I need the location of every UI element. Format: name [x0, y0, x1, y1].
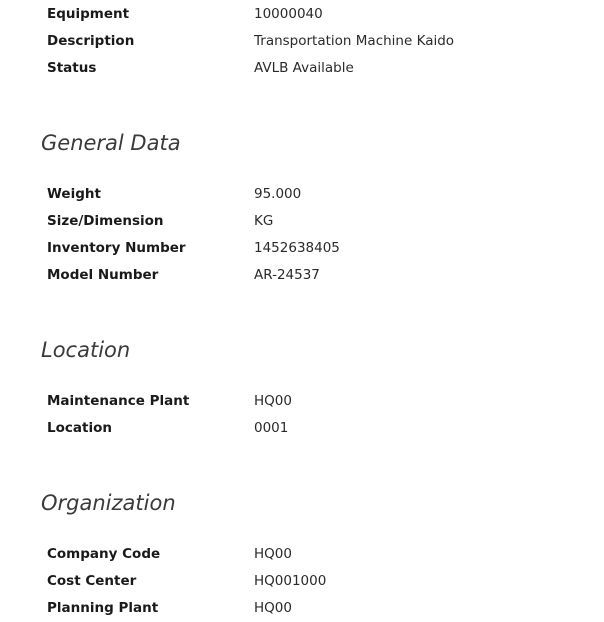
field-model-number [0, 262, 604, 289]
field-label: Company Code [47, 546, 161, 562]
field-label: Description [47, 33, 135, 49]
field-value: HQ00 [254, 546, 292, 562]
field-equipment [0, 1, 604, 28]
field-weight [0, 181, 604, 208]
field-label: Cost Center [47, 573, 137, 589]
field-cost-center [0, 568, 604, 595]
field-label: Model Number [47, 267, 159, 283]
field-location [0, 415, 604, 442]
field-value: 0001 [254, 420, 289, 436]
field-value: HQ00 [254, 600, 292, 616]
field-label: Size/Dimension [47, 213, 164, 229]
field-value: 10000040 [254, 6, 323, 22]
field-maintenance-plant [0, 388, 604, 415]
field-value: Transportation Machine Kaido [254, 33, 455, 49]
field-label: Inventory Number [47, 240, 186, 256]
field-planning-plant [0, 595, 604, 622]
section-title-general-data: General Data [41, 131, 181, 155]
field-size-dimension [0, 208, 604, 235]
field-inventory-number [0, 235, 604, 262]
field-value: AVLB Available [254, 60, 354, 76]
section-title-location: Location [41, 338, 131, 362]
field-value: HQ00 [254, 393, 292, 409]
field-value: AR-24537 [254, 267, 320, 283]
field-label: Status [47, 60, 97, 76]
field-value: HQ001000 [254, 573, 327, 589]
field-status [0, 55, 604, 82]
field-label: Location [47, 420, 112, 436]
field-value: 1452638405 [254, 240, 340, 256]
section-title-organization: Organization [41, 491, 176, 515]
field-value: 95.000 [254, 186, 302, 202]
field-label: Equipment [47, 6, 130, 22]
field-label: Planning Plant [47, 600, 159, 616]
field-description [0, 28, 604, 55]
field-value: KG [254, 213, 274, 229]
field-label: Weight [47, 186, 101, 202]
field-company-code [0, 541, 604, 568]
field-label: Maintenance Plant [47, 393, 190, 409]
